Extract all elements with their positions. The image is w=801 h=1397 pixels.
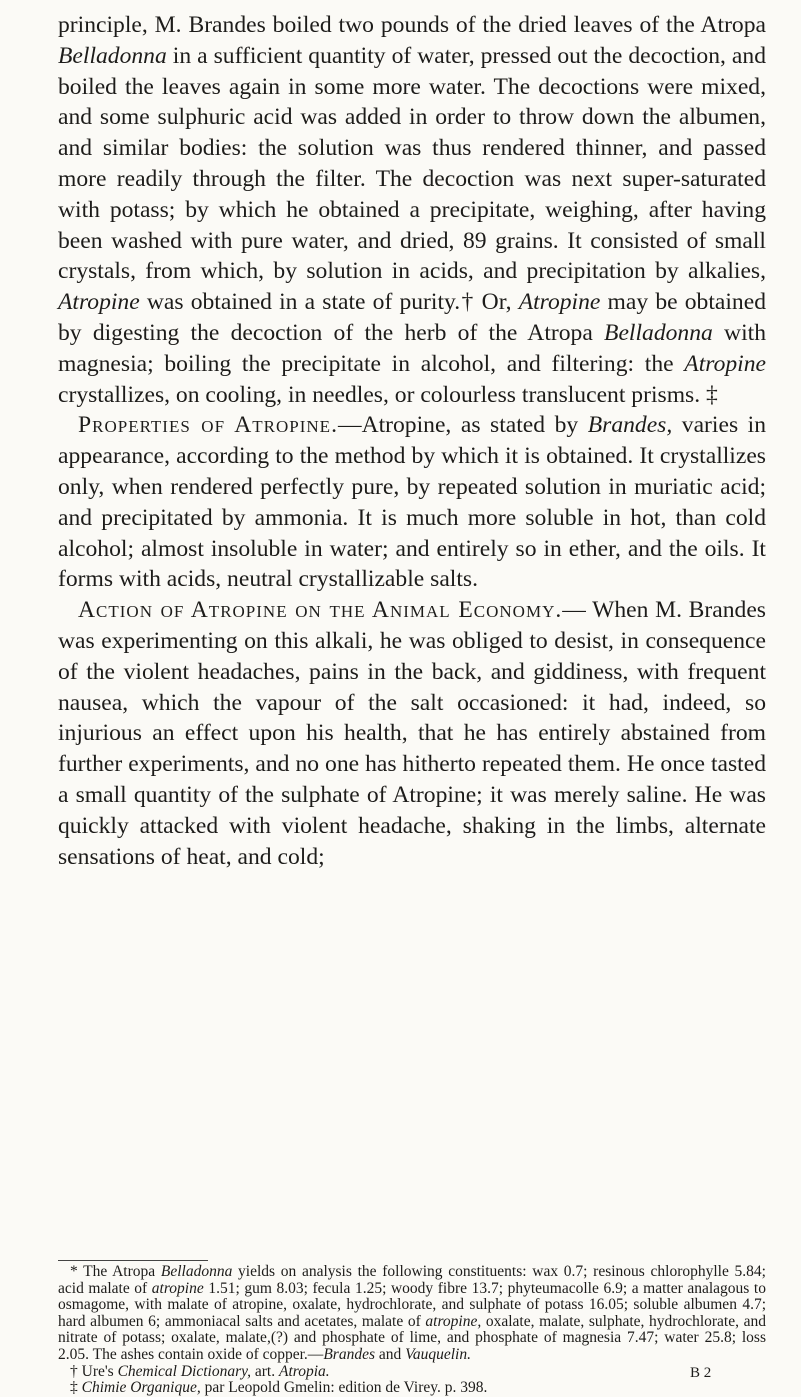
paragraph-properties: Properties of Atropine.—Atropine, as stated by Brandes, varies in appearance, according to the method by which it is obtained. It crystallizes only, when rendered perfectly pure, by repeated solution in muriatic acid; and precipitated by ammonia. It is much more soluble in hot, than cold alcohol; almost insoluble in water; and entirely so in ether, and the oils. It forms with acids, neutral crystallizable salts. xyxy=(58,412,766,593)
section-heading-properties: Properties of Atropine. xyxy=(78,412,338,439)
footnote-1: * The Atropa Belladonna yields on analysis the following constituents: wax 0.7; resinous chlorophylle 5.84; acid malate of atropine 1.51; gum 8.03; fecula 1.25; woody fibre 13.7; phyteumacolle 6.9; a matter analagous to osmagome, with malate of atropine, oxalate, hydrochlorate, and sulphate of potass 16.05; soluble albumen 4.7; hard albumen 6; ammoniacal salts and acetates, malate of atropine, oxalate, malate, sulphate, hydrochlorate, and nitrate of potass; oxalate, malate,(?) and phosphate of lime, and phosphate of magnesia 7.47; water 25.8; loss 2.05. The ashes contain oxide of copper.—Brandes and Vauquelin. xyxy=(58,1263,766,1363)
footnote-3: ‡ Chimie Organique, par Leopold Gmelin: edition de Virey. p. 398. xyxy=(70,1379,488,1397)
main-text xyxy=(58,10,766,872)
paragraph-1: principle, M. Brandes boiled two pounds of the dried leaves of the Atropa Belladonna in a sufficient quantity of water, pressed out the decoction, and boiled the leaves again in some more water. The decoctions were mixed, and some sulphuric acid was added in order to throw down the albumen, and similar bodies: the solution was thus rendered thinner, and passed more readily through the filter. The decoction was next super-saturated with potass; by which he obtained a precipitate, weighing, after having been washed with pure water, and dried, 89 grains. It consisted of small crystals, from which, by solution in acids, and precipitation by alkalies, Atropine was obtained in a state of purity.† Or, Atropine may be obtained by digesting the decoction of the herb of the Atropa Belladonna with magnesia; boiling the precipitate in alcohol, and filtering: the Atropine crystallizes, on cooling, in needles, or colourless translucent prisms. ‡ xyxy=(58,12,767,408)
paragraph-action: Action of Atropine on the Animal Economy.— When M. Brandes was experimenting on this alkali, he was obliged to desist, in consequence of the violent headaches, pains in the back, and giddiness, with frequent nausea, which the vapour of the salt occasioned: it had, indeed, so injurious an effect upon his health, that he has entirely abstained from further experiments, and no one has hitherto repeated them. He once tasted a small quantity of the sulphate of Atropine; it was merely saline. He was quickly attacked with violent headache, shaking in the limbs, alternate sensations of heat, and cold; xyxy=(58,597,766,870)
footnote-rule xyxy=(58,1260,208,1261)
footnote-2: † Ure's Chemical Dictionary, art. Atropia. xyxy=(70,1362,330,1380)
signature-mark: B 2 xyxy=(690,1365,712,1381)
footnotes xyxy=(58,1264,766,1397)
section-heading-action: Action of Atropine on the Animal Economy. xyxy=(78,597,563,624)
